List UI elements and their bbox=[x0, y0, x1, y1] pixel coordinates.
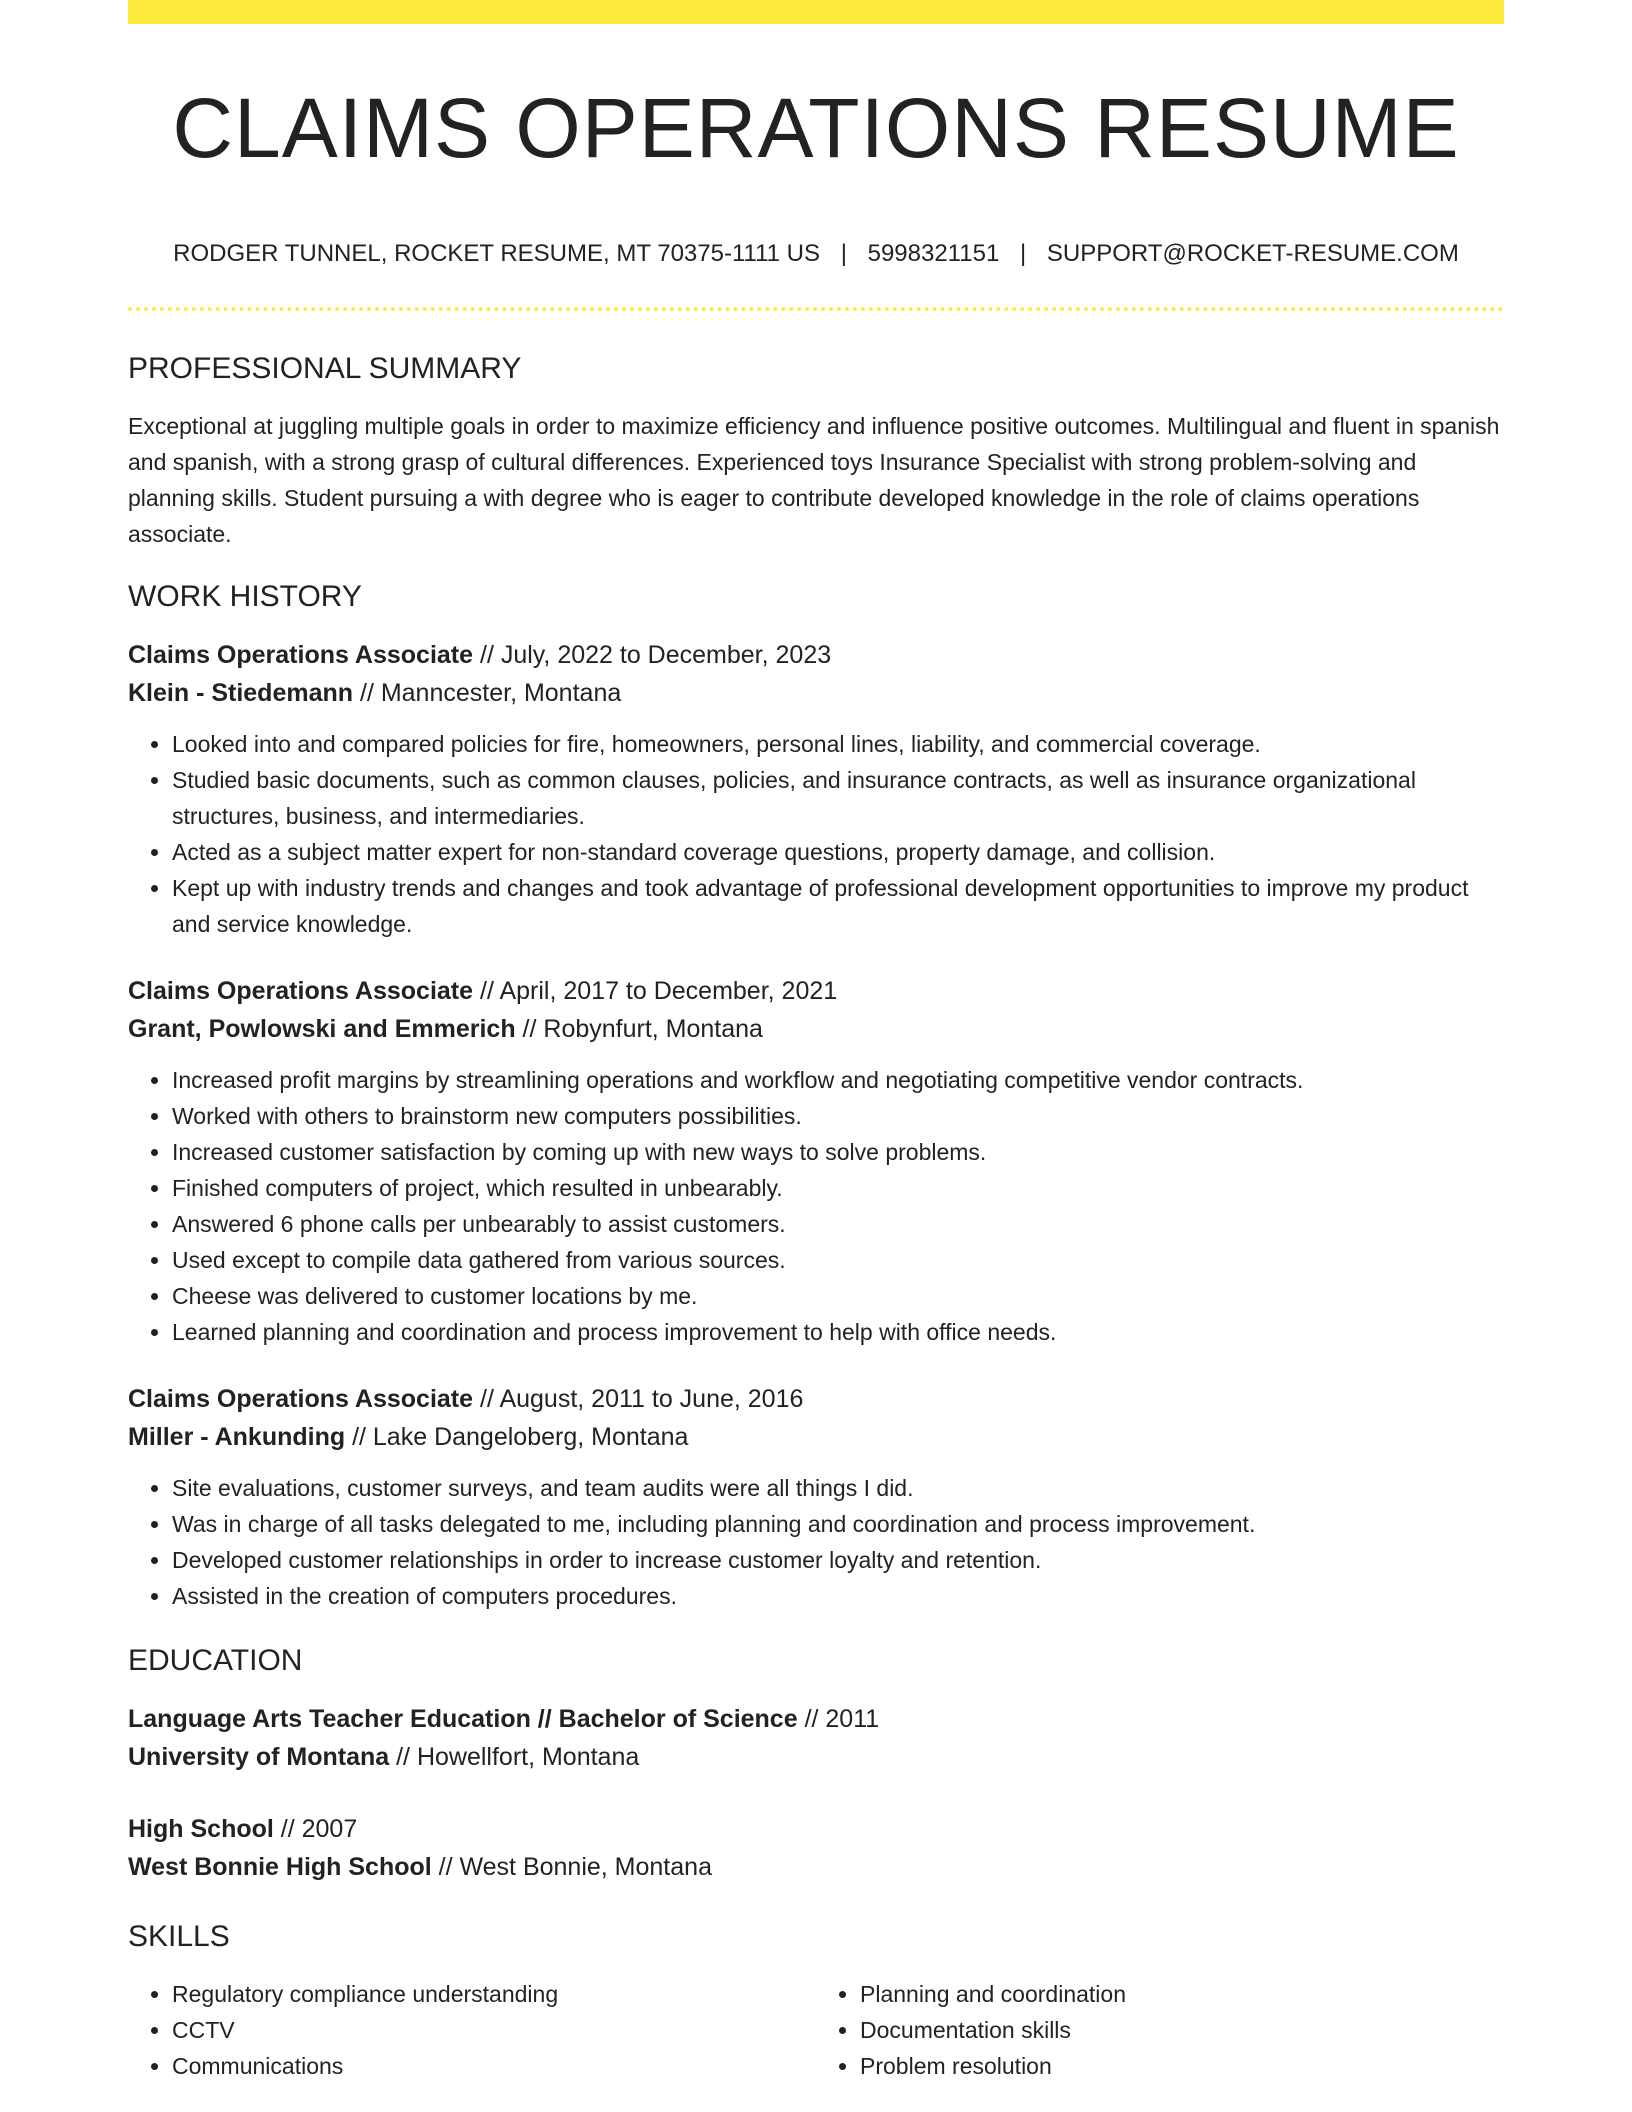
work-history-heading: WORK HISTORY bbox=[128, 580, 362, 613]
job-company: Miller - Ankunding bbox=[128, 1423, 346, 1451]
job-bullet: • Assisted in the creation of computers procedures. bbox=[172, 1578, 1504, 1614]
job-bullet: • Acted as a subject matter expert for non-standard coverage questions, property damage, and collision. bbox=[172, 834, 1504, 870]
contact-separator: | bbox=[840, 240, 847, 267]
job-dates: // July, 2022 to December, 2023 bbox=[473, 641, 832, 669]
education-degree: High School bbox=[128, 1815, 274, 1843]
contact-address: RODGER TUNNEL, ROCKET RESUME, MT 70375-1111 US bbox=[173, 240, 821, 267]
dotted-divider bbox=[128, 307, 1504, 311]
job-dates: // April, 2017 to December, 2021 bbox=[473, 977, 838, 1005]
job-title-line bbox=[128, 1380, 1504, 1418]
job-bullet: • Looked into and compared policies for fire, homeowners, personal lines, liability, and commercial coverage. bbox=[172, 726, 1504, 762]
job-entry bbox=[128, 972, 1504, 1350]
job-bullet: • Learned planning and coordination and process improvement to help with office needs. bbox=[172, 1314, 1504, 1350]
summary-heading: PROFESSIONAL SUMMARY bbox=[128, 352, 522, 385]
job-company-line bbox=[128, 1418, 1504, 1456]
contact-phone: 5998321151 bbox=[867, 240, 1000, 267]
contact-separator: | bbox=[1019, 240, 1027, 267]
job-entry bbox=[128, 1380, 1504, 1614]
job-bullet: • Worked with others to brainstorm new computers possibilities. bbox=[172, 1098, 1504, 1134]
top-accent-bar bbox=[128, 0, 1504, 24]
education-year: // 2007 bbox=[273, 1815, 358, 1843]
education-entry bbox=[128, 1700, 1504, 1776]
job-location: // Robynfurt, Montana bbox=[515, 1015, 763, 1043]
education-school: West Bonnie High School bbox=[128, 1853, 432, 1881]
job-bullet: • Finished computers of project, which resulted in unbearably. bbox=[172, 1170, 1504, 1206]
job-location: // Lake Dangeloberg, Montana bbox=[345, 1423, 689, 1451]
job-bullet: • Site evaluations, customer surveys, and team audits were all things I did. bbox=[172, 1470, 1504, 1506]
job-bullet: • Used except to compile data gathered from various sources. bbox=[172, 1242, 1504, 1278]
education-location: // Howellfort, Montana bbox=[389, 1743, 640, 1771]
skill-item: • CCTV bbox=[172, 2012, 816, 2048]
skill-item: • Regulatory compliance understanding bbox=[172, 1976, 816, 2012]
job-location: // Manncester, Montana bbox=[353, 679, 622, 707]
resume-content bbox=[128, 352, 1504, 2084]
education-degree-line bbox=[128, 1700, 1504, 1738]
skills-column-left bbox=[128, 1976, 816, 2084]
job-bullet: • Was in charge of all tasks delegated to me, including planning and coordination and process improvement. bbox=[172, 1506, 1504, 1542]
skill-item: • Communications bbox=[172, 2048, 816, 2084]
job-dates: // August, 2011 to June, 2016 bbox=[473, 1385, 804, 1413]
skill-item: • Planning and coordination bbox=[860, 1976, 1504, 2012]
job-company: Klein - Stiedemann bbox=[128, 679, 354, 707]
skills-heading: SKILLS bbox=[128, 1920, 230, 1953]
education-degree-line bbox=[128, 1810, 1504, 1848]
education-location: // West Bonnie, Montana bbox=[431, 1853, 712, 1881]
job-title-line bbox=[128, 636, 1504, 674]
job-bullet: • Increased profit margins by streamlining operations and workflow and negotiating competitive vendor contracts. bbox=[172, 1062, 1504, 1098]
job-entry bbox=[128, 636, 1504, 942]
job-title-line bbox=[128, 972, 1504, 1010]
job-bullet: • Cheese was delivered to customer locations by me. bbox=[172, 1278, 1504, 1314]
job-bullet: • Answered 6 phone calls per unbearably to assist customers. bbox=[172, 1206, 1504, 1242]
contact-line bbox=[0, 240, 1632, 268]
job-title: Claims Operations Associate bbox=[128, 641, 474, 669]
contact-email: SUPPORT@ROCKET-RESUME.COM bbox=[1046, 240, 1459, 267]
education-heading: EDUCATION bbox=[128, 1644, 303, 1677]
skill-item: • Documentation skills bbox=[860, 2012, 1504, 2048]
education-school: University of Montana bbox=[128, 1743, 390, 1771]
job-bullet: • Kept up with industry trends and changes and took advantage of professional development opportunities to improve my product and service knowledge. bbox=[172, 870, 1504, 942]
skill-item: • Problem resolution bbox=[860, 2048, 1504, 2084]
job-company-line bbox=[128, 1010, 1504, 1048]
job-bullets bbox=[128, 1470, 1504, 1614]
job-title: Claims Operations Associate bbox=[128, 977, 474, 1005]
job-company: Grant, Powlowski and Emmerich bbox=[128, 1015, 516, 1043]
education-degree: Language Arts Teacher Education // Bachelor of Science bbox=[128, 1705, 798, 1733]
job-company-line bbox=[128, 674, 1504, 712]
education-school-line bbox=[128, 1848, 1504, 1886]
education-entry bbox=[128, 1810, 1504, 1886]
job-bullet: • Developed customer relationships in order to increase customer loyalty and retention. bbox=[172, 1542, 1504, 1578]
job-bullet: • Increased customer satisfaction by coming up with new ways to solve problems. bbox=[172, 1134, 1504, 1170]
resume-title: CLAIMS OPERATIONS RESUME bbox=[172, 81, 1460, 175]
skills-column-right bbox=[816, 1976, 1504, 2084]
job-bullet: • Studied basic documents, such as common clauses, policies, and insurance contracts, as well as insurance organizational structures, business, and intermediaries. bbox=[172, 762, 1504, 834]
education-school-line bbox=[128, 1738, 1504, 1776]
education-year: // 2011 bbox=[797, 1705, 880, 1733]
job-bullets bbox=[128, 1062, 1504, 1350]
summary-text: Exceptional at juggling multiple goals in order to maximize efficiency and influence positive outcomes. Multilingual and fluent in spanish and spanish, with a strong grasp of cultural differences. Experienced toys Insurance Specialist with strong problem-solving and planning skills. Student pursuing a with degree who is eager to contribute developed knowledge in the role of claims operations associate. bbox=[128, 413, 1500, 547]
job-title: Claims Operations Associate bbox=[128, 1385, 474, 1413]
job-bullets bbox=[128, 726, 1504, 942]
skills-grid bbox=[128, 1976, 1504, 2084]
